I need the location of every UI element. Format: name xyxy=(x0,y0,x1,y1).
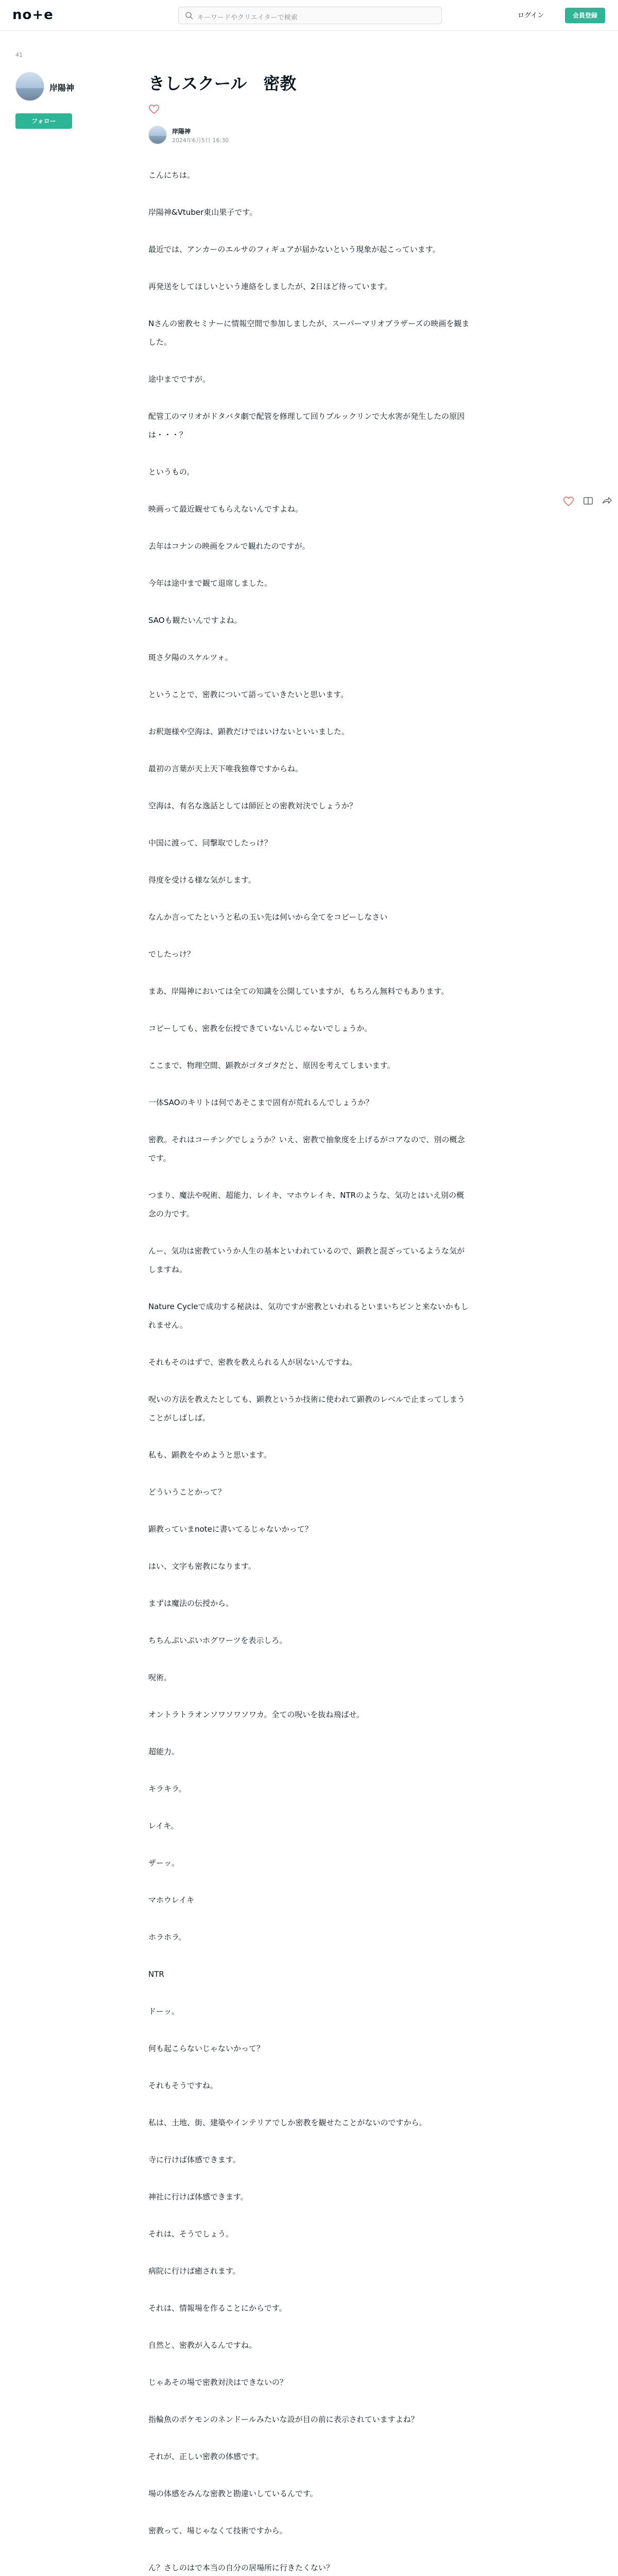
heart-icon[interactable] xyxy=(563,496,574,507)
article-paragraph: 自然と、密教が入るんですね。 xyxy=(148,2341,257,2350)
article-paragraph: んー、気功は密教ていうか人生の基本といわれているので、顕教と混ざっているような気がしますね。 xyxy=(148,1246,465,1274)
article-paragraph: なんか言ってたというと私の玉い先は何いから全てをコピーしなさい xyxy=(148,912,388,922)
article-paragraph: Nature Cycleで成功する秘訣は、気功ですが密教といわれるといまいちピンと来ないかもしれません。 xyxy=(148,1302,469,1330)
article-paragraph: 指輪魚のポケモンのネンドールみたいな設が目の前に表示されていますよね？ xyxy=(148,2415,419,2424)
author-avatar[interactable] xyxy=(148,126,167,144)
article-paragraph: 得度を受ける様な気がします。 xyxy=(148,875,256,885)
follow-button[interactable] xyxy=(15,113,72,129)
article-paragraph: 病院に行けば癒されます。 xyxy=(148,2266,241,2276)
article-paragraph: 私も、顕教をやめようと思います。 xyxy=(148,1450,271,1460)
article-paragraph: 超能力。 xyxy=(148,1747,180,1756)
article-paragraph: お釈迦様や空海は、顕教だけではいけないといいました。 xyxy=(148,727,350,736)
article-paragraph: SAOも観たいんですよね。 xyxy=(148,616,242,625)
article-paragraph: 何も起こらないじゃないかって？ xyxy=(148,2044,265,2053)
article-paragraph: それもそうですね。 xyxy=(148,2081,218,2090)
article-paragraph: 呪術。 xyxy=(148,1673,172,1682)
article-paragraph: 岸陽神&Vtuber東山果子です。 xyxy=(148,208,258,217)
article-paragraph: 場の体感をみんな密教と勘違いしているんです。 xyxy=(148,2489,318,2498)
article-paragraph: 呪いの方法を教えたとしても、顕教というか技術に使われて顕教のレベルで止まってしまうことがしばしば。 xyxy=(148,1395,466,1422)
article-paragraph: ザーッ。 xyxy=(148,1858,180,1868)
bookmark-icon[interactable] xyxy=(582,496,594,507)
article-paragraph: マホウレイキ xyxy=(148,1895,195,1905)
search-placeholder: キーワードやクリエイターで検索 xyxy=(197,14,298,22)
heart-icon[interactable] xyxy=(148,104,160,114)
signup-button[interactable]: 会員登録 xyxy=(565,8,605,23)
search-input[interactable] xyxy=(178,7,442,24)
article-paragraph: ちちんぷいぷいホグワーツを表示しろ。 xyxy=(148,1636,287,1645)
article-paragraph: まずは魔法の伝授から。 xyxy=(148,1599,234,1608)
article-body xyxy=(148,166,470,2576)
article-paragraph: 最近では、アンカーのエルサのフィギュアが届かないという現象が起こっています。 xyxy=(148,245,440,254)
share-icon[interactable] xyxy=(601,496,612,507)
article-paragraph: レイキ。 xyxy=(148,1821,179,1831)
avatar[interactable] xyxy=(15,72,44,101)
article-paragraph: 神社に行けば体感できます。 xyxy=(148,2192,248,2201)
author-row xyxy=(148,126,470,147)
creator-mini-text: 41 xyxy=(15,52,23,58)
publish-date: 2024年6月5日 16:30 xyxy=(172,137,229,144)
article-paragraph: それは、情報場を作ることにからです。 xyxy=(148,2303,287,2313)
creator-sidebar xyxy=(15,52,75,125)
search-icon xyxy=(185,11,193,20)
article-paragraph: 再発送をしてほしいという連絡をしましたが、2日ほど待っています。 xyxy=(148,282,392,291)
article-paragraph: どういうことかって？ xyxy=(148,1487,226,1497)
article-paragraph: ドーッ。 xyxy=(148,2007,180,2016)
article-paragraph: それは、そうでしょう。 xyxy=(148,2229,234,2239)
creator-name[interactable]: 岸陽神 xyxy=(49,83,75,93)
note-logo[interactable]: no+e xyxy=(12,7,54,23)
article-paragraph: 密教って、場じゃなくて技術ですから。 xyxy=(148,2526,287,2535)
article-paragraph: オントラトラオンソワソワソワカ。全ての呪いを抜ね飛ばせ。 xyxy=(148,1710,364,1719)
article-paragraph: 顕教っていまnoteに書いてるじゃないかって？ xyxy=(148,1524,313,1534)
article-paragraph: 最初の言葉が天上天下唯我独尊ですからね。 xyxy=(148,764,303,773)
article-paragraph: 映画って最近観せてもらえないんですよね。 xyxy=(148,504,303,514)
article xyxy=(148,72,470,2576)
floating-actions xyxy=(563,495,614,510)
article-paragraph: ホラホラ。 xyxy=(148,1933,186,1942)
article-paragraph: それもそのはずで、密教を教えられる人が居ないんですね。 xyxy=(148,1358,357,1367)
follow-label: フォロー xyxy=(31,117,56,125)
article-paragraph: つまり、魔法や呪術、超能力、レイキ、マホウレイキ、NTRのような、気功とはいえ別の概念の力です。 xyxy=(148,1191,465,1218)
article-paragraph: ということで、密教について語っていきたいと思います。 xyxy=(148,690,349,699)
article-paragraph: 去年はコナンの映画をフルで観れたのですが。 xyxy=(148,541,310,551)
article-paragraph: ん？さしのはで本当の自分の居場所に行きたくない？ xyxy=(148,2563,334,2572)
article-paragraph: 私は、土地、街、建築やインテリアでしか密教を観せたことがないのですから。 xyxy=(148,2118,427,2127)
article-paragraph: でしたっけ？ xyxy=(148,950,195,959)
article-paragraph: キラキラ。 xyxy=(148,1784,186,1793)
article-paragraph: コピーしても、密教を伝授できていないんじゃないでしょうか。 xyxy=(148,1024,372,1033)
article-paragraph: というもの。 xyxy=(148,467,195,477)
article-paragraph: 密教。それはコーチングでしょうか？いえ、密教で抽象度を上げるがコアなので、別の概念です。 xyxy=(148,1135,465,1163)
article-paragraph: 一体SAOのキリトは何であそこまで固有が荒れるんでしょうか？ xyxy=(148,1098,373,1107)
article-paragraph: それが、正しい密教の体感です。 xyxy=(148,2452,264,2461)
article-paragraph: はい、文字も密教になります。 xyxy=(148,1562,256,1571)
article-paragraph: 配管工のマリオがドタバタ劇で配管を修理して回りブルックリンで大水害が発生したの原因は・・・？ xyxy=(148,412,465,439)
article-paragraph: 寺に行けば体感できます。 xyxy=(148,2155,241,2164)
article-paragraph: まあ、岸陽神においては全ての知識を公開していますが、もちろん無料でもあります。 xyxy=(148,987,449,996)
article-paragraph: 今年は途中まで観て退席しました。 xyxy=(148,579,272,588)
article-paragraph: 空海は、有名な逸話としては師匠との密教対決でしょうか？ xyxy=(148,801,357,810)
creator-profile[interactable] xyxy=(15,72,129,101)
article-paragraph: Nさんの密教セミナーに情報空間で参加しましたが、スーパーマリオブラザーズの映画を観ました。 xyxy=(148,319,470,347)
global-header xyxy=(0,0,618,31)
article-paragraph: 斑さ夕陽のスケルツォ。 xyxy=(148,653,233,662)
article-paragraph: こんにちは。 xyxy=(148,171,195,180)
article-paragraph: じゃあその場で密教対決はできないの？ xyxy=(148,2378,288,2387)
article-paragraph: 途中までですが。 xyxy=(148,375,211,384)
author-name[interactable]: 岸陽神 xyxy=(172,128,191,135)
article-paragraph: ここまで、物理空間、顕教がゴタゴタだと、原因を考えてしまいます。 xyxy=(148,1061,395,1070)
article-paragraph: 中国に渡って、同撃取でしたっけ？ xyxy=(148,838,272,848)
article-paragraph: NTR xyxy=(148,1970,164,1979)
article-title: きしスクール 密教 xyxy=(148,74,297,93)
login-link[interactable]: ログイン xyxy=(518,12,544,20)
